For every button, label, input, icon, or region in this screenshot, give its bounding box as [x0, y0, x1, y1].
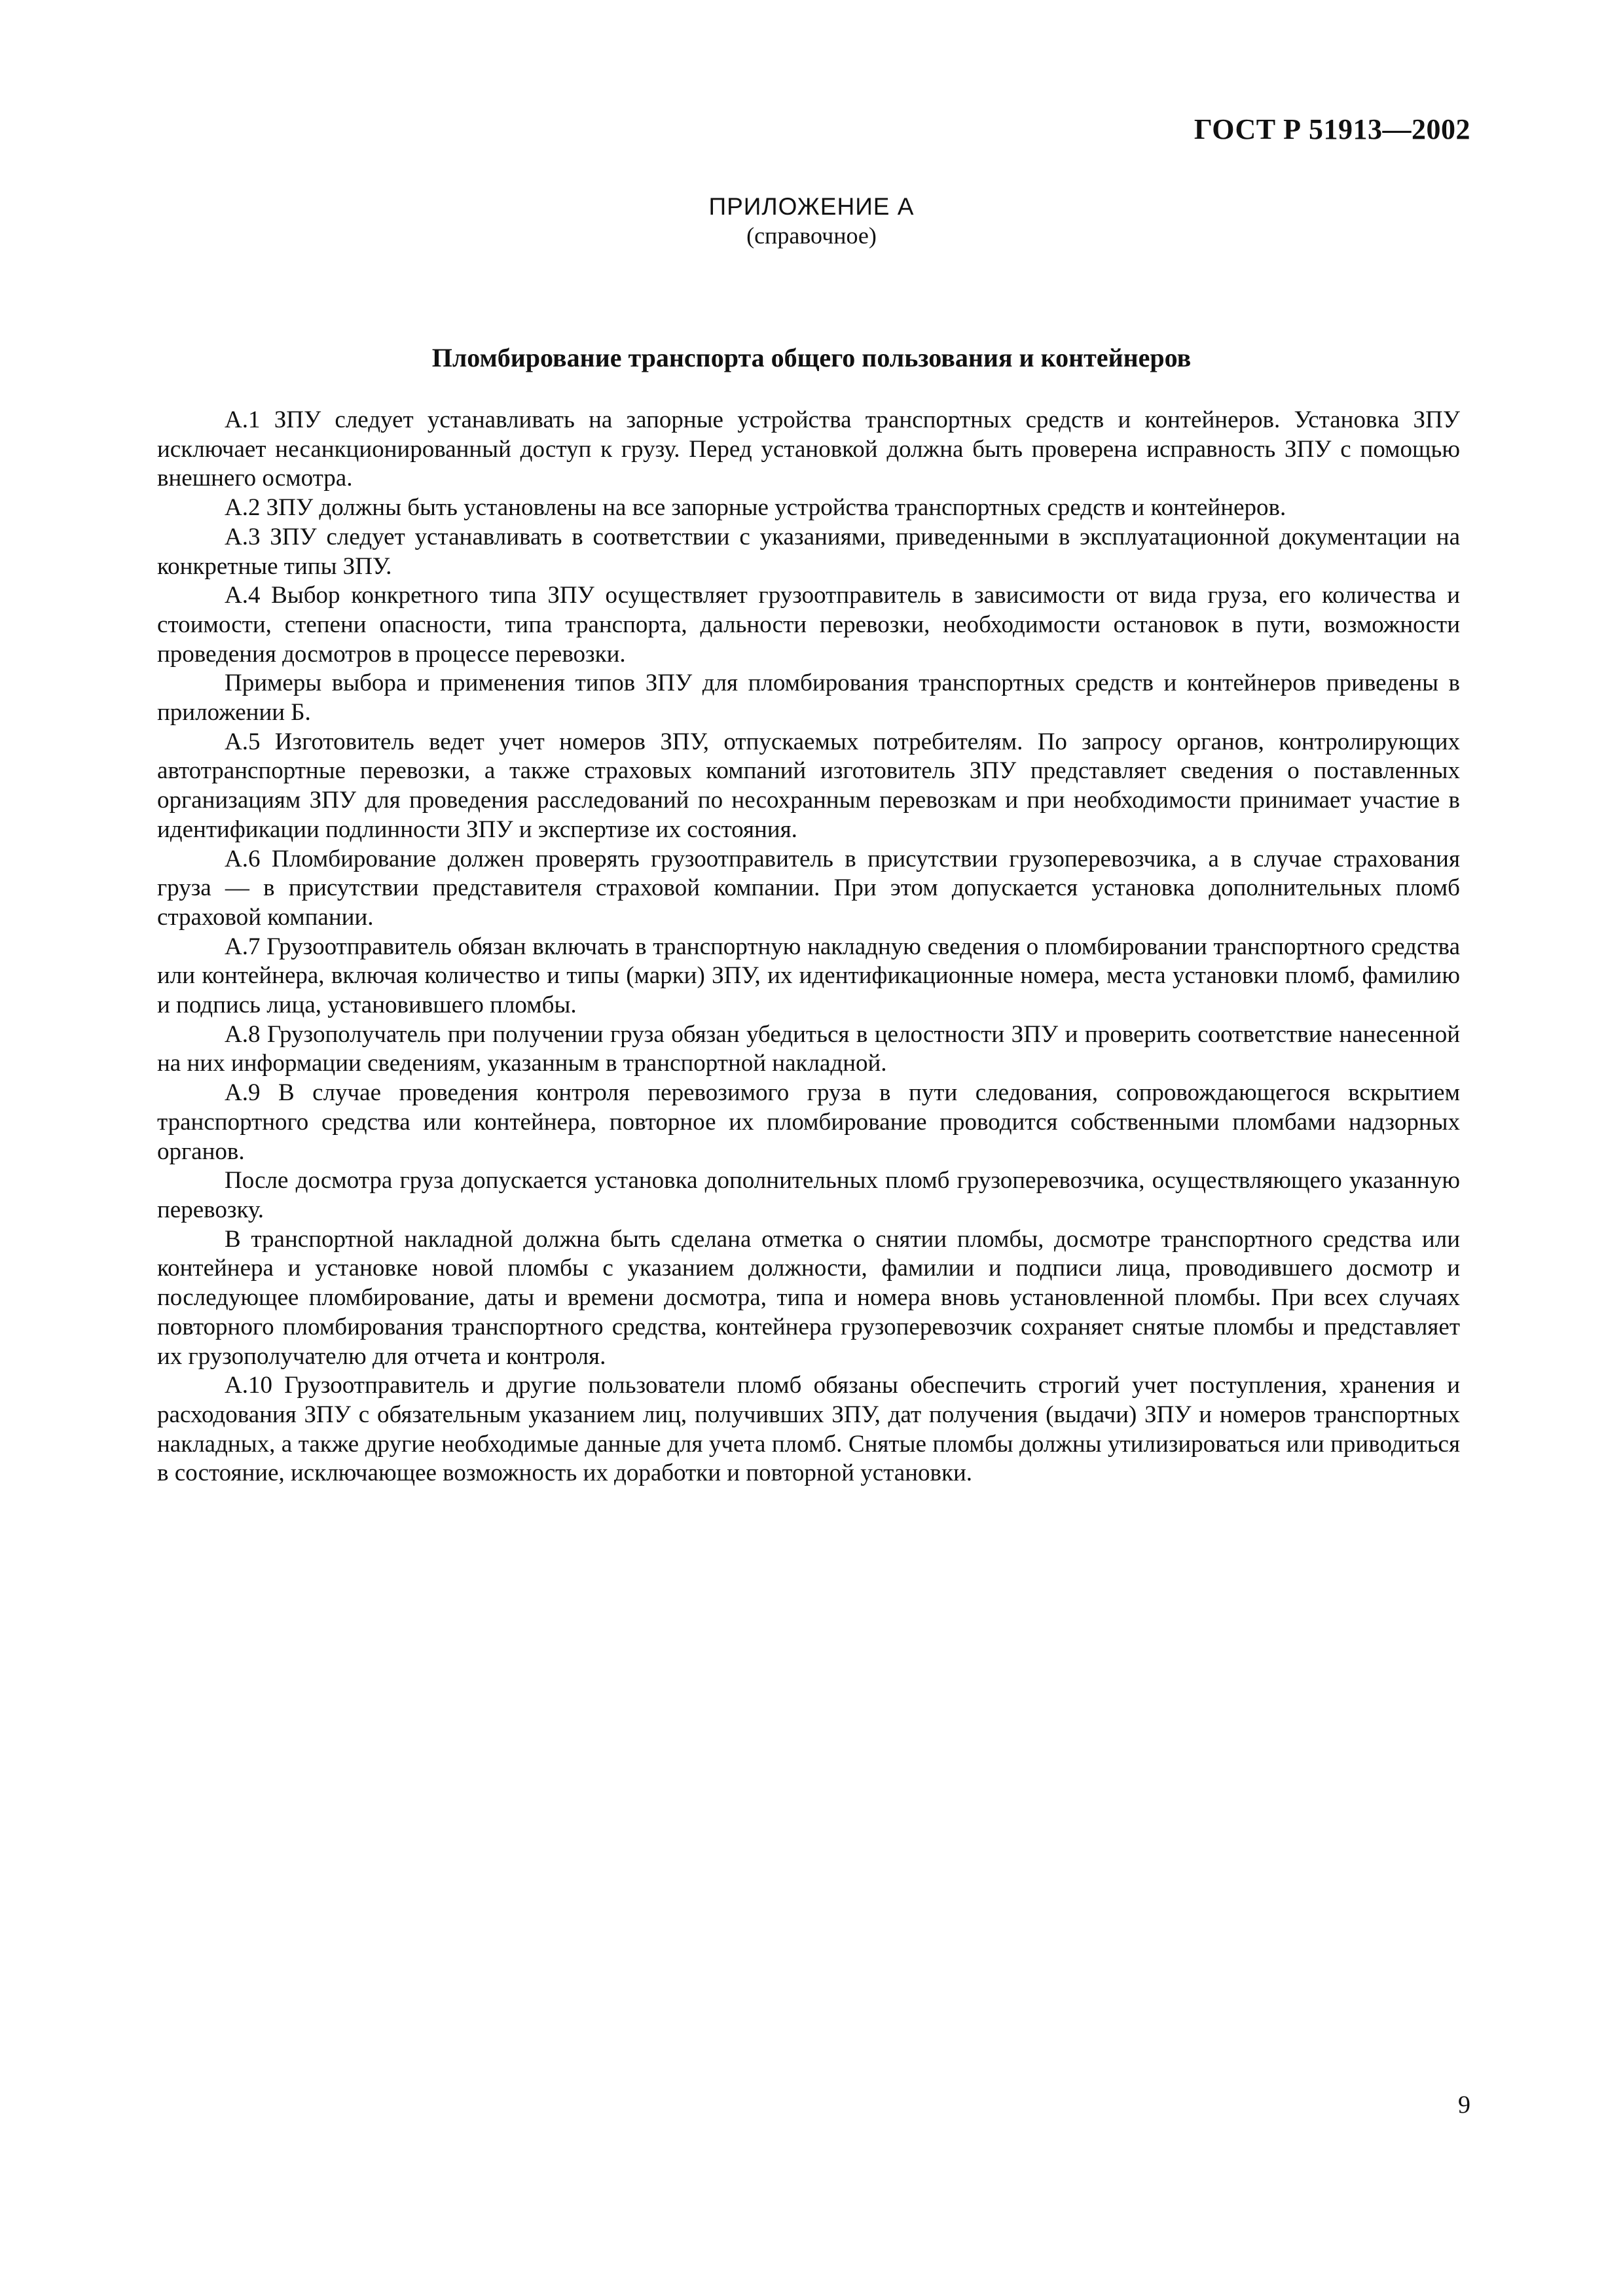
page-number: 9 [1458, 2091, 1470, 2119]
paragraph-a9-inspection: После досмотра груза допускается установка дополнительных пломб грузоперевозчика, осуществляющего указанную перевозку. [157, 1167, 1460, 1223]
paragraph-a7: А.7 Грузоотправитель обязан включать в транспортную накладную сведения о пломбировании транспортного средства или контейнера, включая количество и типы (марки) ЗПУ, их идентификационные номера, места установки пломб, фамилию и подпись лица, установившего пломбы. [157, 933, 1460, 1019]
paragraph-a4: А.4 Выбор конкретного типа ЗПУ осуществляет грузоотправитель в зависимости от вида груза, его количества и стоимости, степени опасности, типа транспорта, дальности перевозки, необходимости остановок в пути, возможности проведения досмотров в процессе перевозки. [157, 582, 1460, 668]
paragraph-a5: А.5 Изготовитель ведет учет номеров ЗПУ, отпускаемых потребителям. По запросу органов, контролирующих автотранспортные перевозки, а также страховых компаний изготовитель ЗПУ представляет сведения о поставленных организациям ЗПУ для проведения расследований по несохранным перевозкам и при необходимости принимает участие в идентификации подлинности ЗПУ и экспертизе их состояния. [157, 728, 1460, 843]
paragraph-a4-examples: Примеры выбора и применения типов ЗПУ для пломбирования транспортных средств и контейнеров приведены в приложении Б. [157, 670, 1460, 726]
paragraph-a6: А.6 Пломбирование должен проверять грузоотправитель в присутствии грузоперевозчика, а в случае страхования груза — в присутствии представителя страховой компании. При этом допускается установка дополнительных пломб страховой компании. [157, 845, 1460, 931]
paragraph-a9-waybill: В транспортной накладной должна быть сделана отметка о снятии пломбы, досмотре транспортного средства или контейнера и установке новой пломбы с указанием должности, фамилии и подписи лица, проводившего досмотр и последующее пломбирование, даты и времени досмотра, типа и номера вновь установленной пломбы. При всех случаях повторного пломбирования транспортного средства, контейнера грузоперевозчик сохраняет снятые пломбы и представляет их грузополучателю для отчета и контроля. [157, 1225, 1460, 1370]
document-code: ГОСТ Р 51913—2002 [1194, 113, 1470, 145]
paragraph-a8: А.8 Грузополучатель при получении груза обязан убедиться в целостности ЗПУ и проверить соответствие нанесенной на них информации сведениям, указанным в транспортной накладной. [157, 1020, 1460, 1077]
body-text [157, 406, 1460, 1488]
appendix-title: ПРИЛОЖЕНИЕ А [708, 193, 915, 220]
paragraph-a3: А.3 ЗПУ следует устанавливать в соответствии с указаниями, приведенными в эксплуатационной документации на конкретные типы ЗПУ. [157, 523, 1460, 580]
paragraph-a10: А.10 Грузоотправитель и другие пользователи пломб обязаны обеспечить строгий учет поступления, хранения и расходования ЗПУ с обязательным указанием лиц, получивших ЗПУ, дат получения (выдачи) ЗПУ и номеров транспортных накладных, а также другие необходимые данные для учета пломб. Снятые пломбы должны утилизироваться или приводиться в состояние, исключающее возможность их доработки и повторной установки. [157, 1372, 1460, 1487]
paragraph-a2: А.2 ЗПУ должны быть установлены на все запорные устройства транспортных средств и контейнеров. [225, 494, 1286, 522]
paragraph-a1: А.1 ЗПУ следует устанавливать на запорные устройства транспортных средств и контейнеров. Установка ЗПУ исключает несанкционированный доступ к грузу. Перед установкой должна быть проверена исправность ЗПУ с помощью внешнего осмотра. [157, 406, 1460, 492]
section-heading: Пломбирование транспорта общего пользования и контейнеров [431, 343, 1192, 372]
appendix-subtitle: (справочное) [746, 223, 877, 249]
paragraph-a9: А.9 В случае проведения контроля перевозимого груза в пути следования, сопровождающегося вскрытием транспортного средства или контейнера, повторное их пломбирование проводится собственными пломбами надзорных органов. [157, 1079, 1460, 1165]
